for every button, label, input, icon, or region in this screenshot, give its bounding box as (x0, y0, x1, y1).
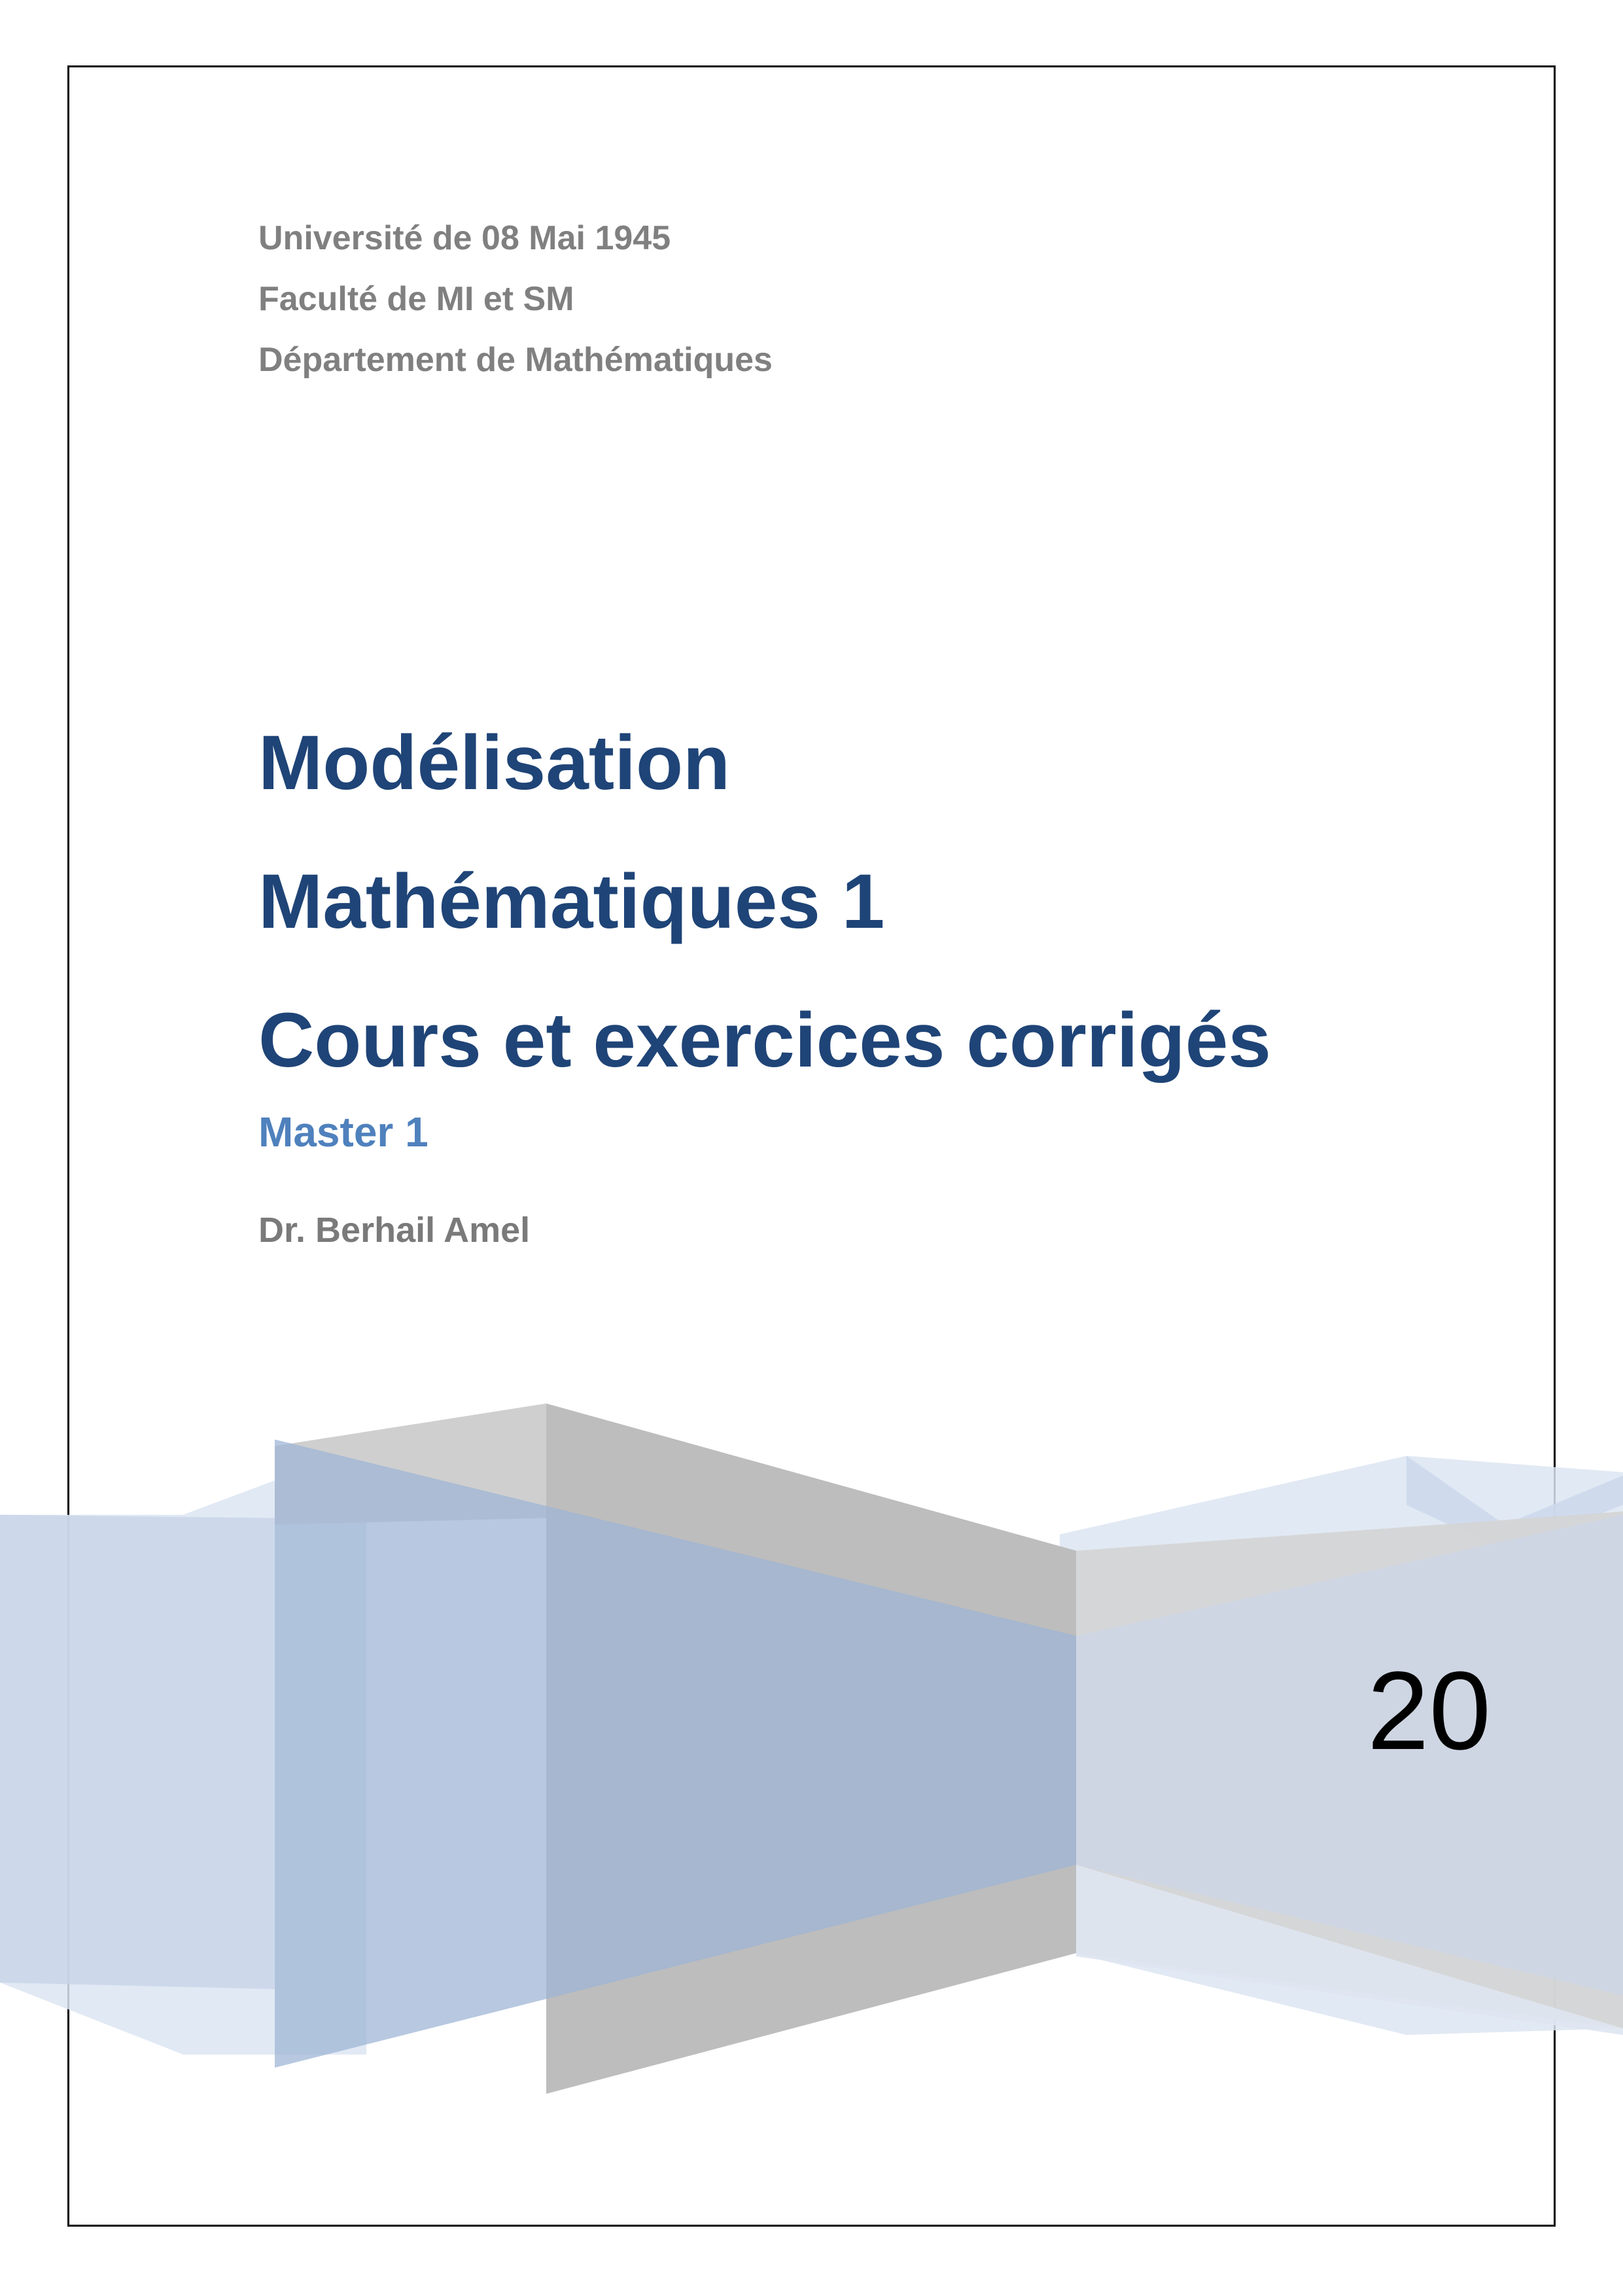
document-title (258, 694, 1271, 1110)
institution-block (258, 208, 773, 391)
blue-band-left (0, 1515, 275, 1989)
year-label: 20 (1367, 1649, 1492, 1773)
title-line-2: Mathématiques 1 (258, 858, 885, 945)
subtitle-level: Master 1 (258, 1108, 428, 1156)
department-name: Département de Mathématiques (258, 341, 773, 379)
university-name: Université de 08 Mai 1945 (258, 219, 671, 257)
title-line-1: Modélisation (258, 720, 731, 806)
faculty-name: Faculté de MI et SM (258, 280, 574, 318)
title-line-3: Cours et exercices corrigés (258, 997, 1271, 1084)
author-name: Dr. Berhail Amel (258, 1210, 531, 1250)
